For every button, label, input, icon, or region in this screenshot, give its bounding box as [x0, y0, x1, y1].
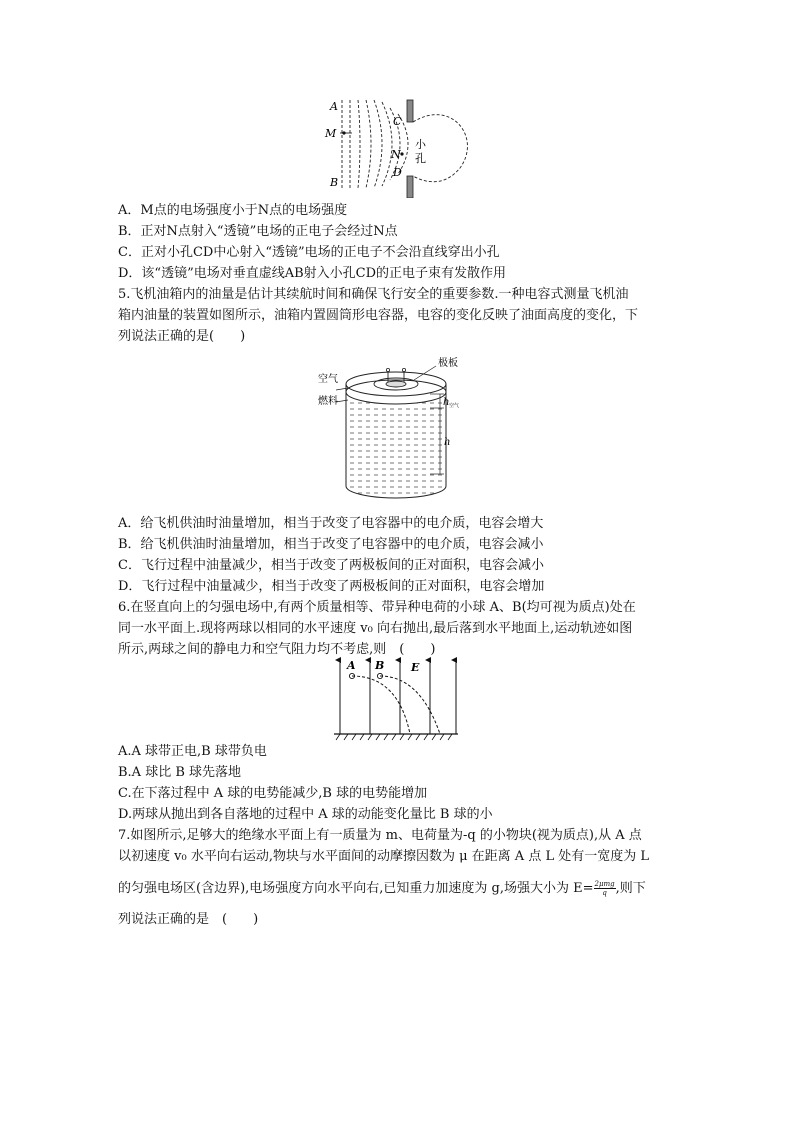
q7-stem-line-4: 列说法正确的是 ( ) [118, 912, 259, 927]
fig1-label-A: A [330, 100, 338, 113]
q5-option-d: D．飞行过程中油量减少，相当于改变了两极板间的正对面积，电容会增加 [118, 579, 545, 594]
fig3-label-A: A [347, 659, 356, 672]
q7-stem-line-1: 7.如图所示,足够大的绝缘水平面上有一质量为 m、电荷量为-q 的小物块(视为质点),从 A 点 [118, 828, 642, 843]
fig1-label-C: C [393, 115, 402, 128]
q6-option-a: A.A 球带正电,B 球带负电 [118, 744, 267, 759]
q7-stem-line-3a: 的匀强电场区(含边界),电场强度方向水平向右,已知重力加速度为 g,场强大小为 E= [118, 881, 594, 896]
projectile-field-figure [328, 656, 464, 742]
fig1-label-hole-1: 小 [415, 138, 426, 151]
q5-stem-line-2: 箱内油量的装置如图所示，油箱内置圆筒形电容器，电容的变化反映了油面高度的变化，下 [118, 308, 639, 323]
q7-stem-line-3b: ,则下 [615, 881, 646, 896]
fig3-label-E: E [411, 661, 420, 674]
q5-stem-line-3: 列说法正确的是( ) [118, 329, 246, 344]
lens-field-figure [322, 98, 472, 198]
q7-stem-line-2: 以初速度 v₀ 水平向右运动,物块与水平面间的动摩擦因数为 μ 在距离 A 点 L 处有一宽度为 L [118, 849, 649, 864]
q4-option-a: A．M点的电场强度小于N点的电场强度 [118, 203, 348, 218]
fig1-label-B: B [330, 176, 339, 189]
fig1-label-hole-2: 孔 [415, 152, 426, 165]
fraction-numerator: 2μmg [594, 880, 615, 888]
fig2-label-plate: 极板 [438, 358, 458, 369]
fuel-tank-capacitor-figure [318, 352, 478, 504]
fig2-label-fuel: 燃料 [318, 396, 338, 407]
q6-stem-line-3: 所示,两球之间的静电力和空气阻力均不考虑,则 ( ) [118, 642, 436, 657]
fig2-label-h: h [444, 437, 451, 448]
q4-option-c: C．正对小孔CD中心射入“透镜”电场的正电子不会沿直线穿出小孔 [118, 245, 500, 260]
field-strength-fraction [594, 880, 616, 897]
fig2-label-h-air-sub: 空气 [449, 403, 460, 409]
fig2-label-h-air: h [443, 397, 450, 408]
q6-stem-line-1: 6.在竖直向上的匀强电场中,有两个质量相等、带异种电荷的小球 A、B(均可视为质点)处在 [118, 600, 636, 615]
q6-option-b: B.A 球比 B 球先落地 [118, 765, 242, 780]
q6-option-c: C.在下落过程中 A 球的电势能减少,B 球的电势能增加 [118, 786, 428, 801]
fig1-label-D: D [393, 166, 402, 179]
q7-stem-line-3 [118, 880, 646, 897]
q5-stem-line-1: 5.飞机油箱内的油量是估计其续航时间和确保飞行安全的重要参数.一种电容式测量飞机油 [118, 287, 629, 302]
q4-option-d: D．该“透镜”电场对垂直虚线AB射入小孔CD的正电子束有发散作用 [118, 266, 507, 281]
q5-option-c: C．飞行过程中油量减少，相当于改变了两极板间的正对面积，电容会减小 [118, 558, 544, 573]
fig1-label-M: M [325, 127, 337, 140]
q5-option-a: A．给飞机供油时油量增加，相当于改变了电容器中的电介质，电容会增大 [118, 516, 544, 531]
fraction-denominator: q [602, 889, 607, 897]
q4-option-b: B．正对N点射入“透镜”电场的正电子会经过N点 [118, 224, 398, 239]
fig3-label-B: B [375, 659, 385, 672]
fig2-label-air: 空气 [318, 374, 338, 385]
q6-stem-line-2: 同一水平面上.现将两球以相同的水平速度 v₀ 向右抛出,最后落到水平地面上,运动轨迹如图 [118, 621, 633, 636]
fig1-label-N: N [391, 148, 401, 161]
q5-option-b: B．给飞机供油时油量增加，相当于改变了电容器中的电介质，电容会减小 [118, 537, 544, 552]
q6-option-d: D.两球从抛出到各自落地的过程中 A 球的动能变化量比 B 球的小 [118, 807, 493, 822]
